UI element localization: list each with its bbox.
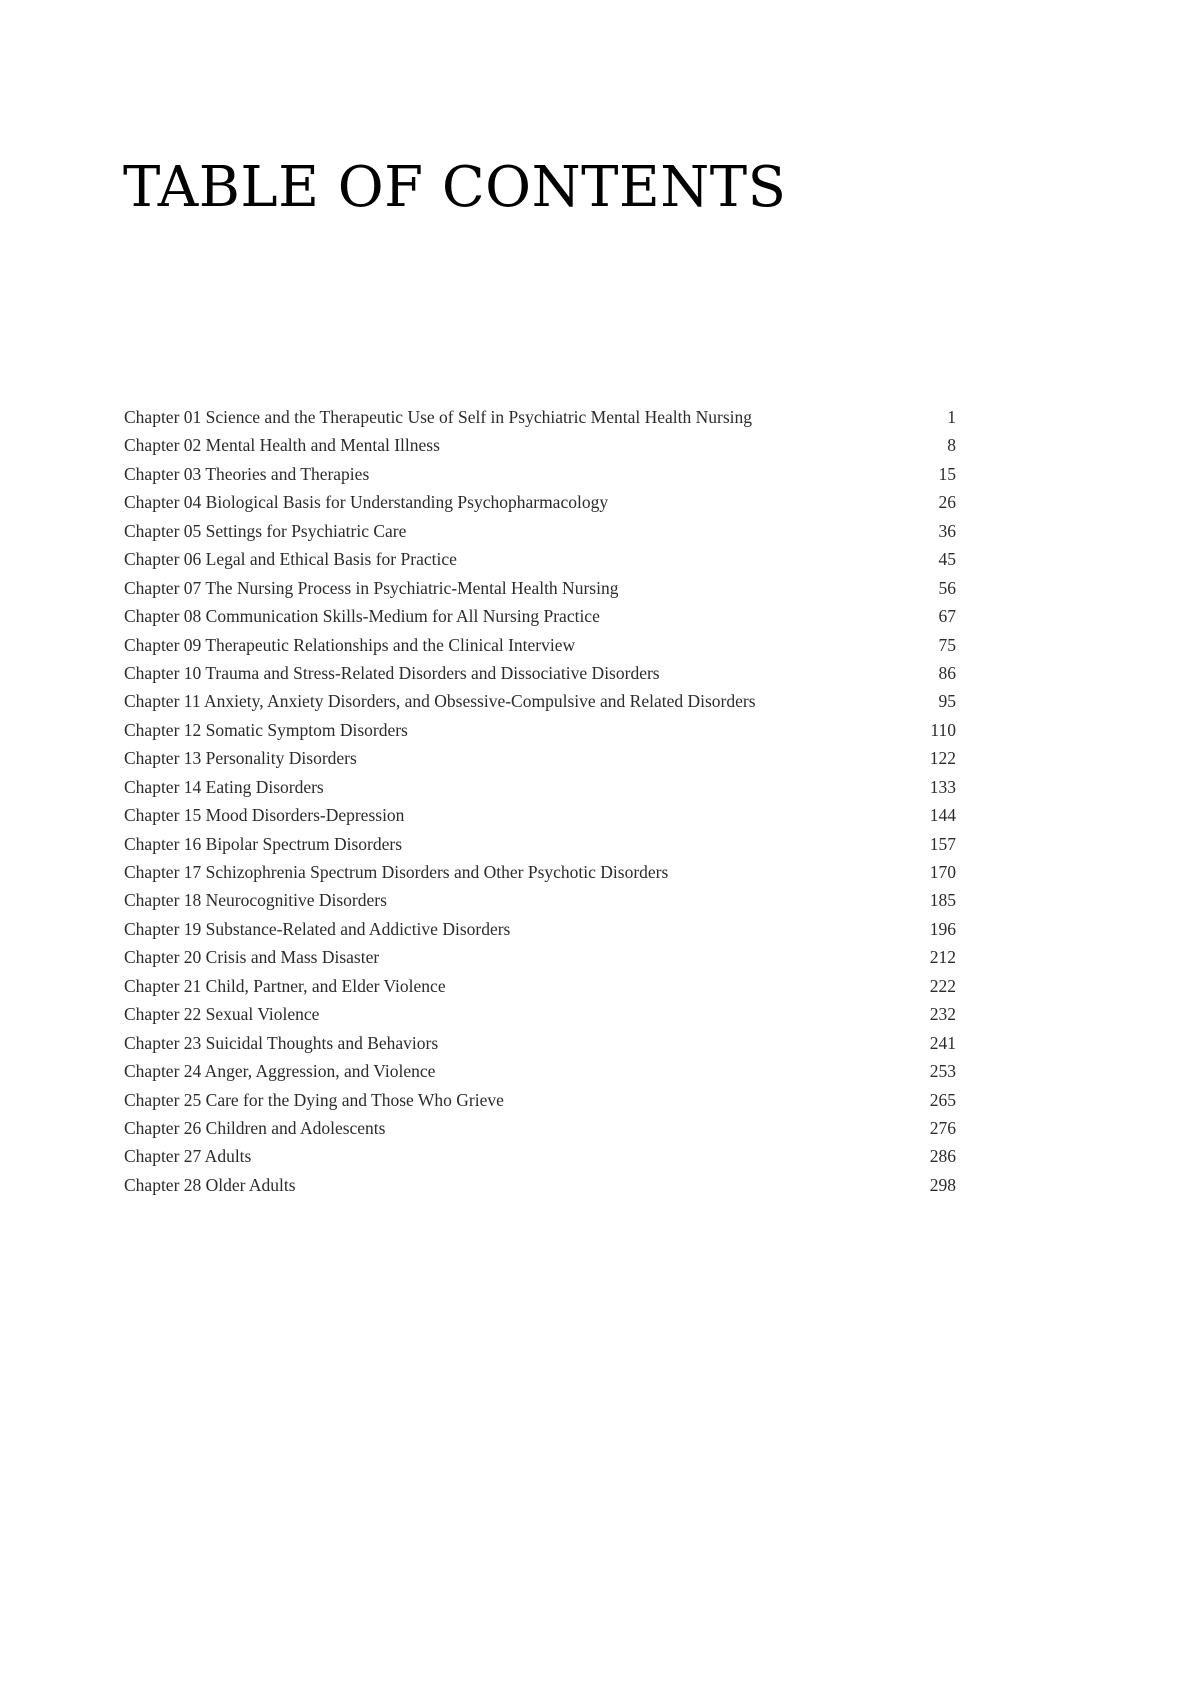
toc-entry [124, 1057, 956, 1085]
toc-entry-page-number: 286 [929, 1146, 956, 1167]
page-title: TABLE OF CONTENTS [123, 155, 787, 220]
toc-entry-title: Chapter 04 Biological Basis for Understanding Psychopharmacology [124, 492, 609, 513]
toc-entry-page-number: 133 [929, 776, 956, 797]
toc-entry-title: Chapter 08 Communication Skills-Medium for All Nursing Practice [124, 606, 600, 627]
toc-entry [124, 801, 956, 829]
toc-entry [124, 886, 956, 914]
toc-entry-page-number: 241 [929, 1032, 956, 1053]
toc-entry [124, 1086, 956, 1114]
toc-entry [124, 431, 956, 459]
toc-entry-page-number: 185 [929, 890, 956, 911]
toc-entry-page-number: 265 [929, 1089, 956, 1110]
toc-entry-page-number: 45 [938, 549, 956, 570]
toc-entry [124, 716, 956, 744]
toc-entry-title: Chapter 21 Child, Partner, and Elder Violence [124, 975, 446, 996]
toc-entry [124, 687, 956, 715]
toc-entry-title: Chapter 11 Anxiety, Anxiety Disorders, and Obsessive-Compulsive and Related Disorders [124, 691, 756, 712]
toc-entry-page-number: 232 [929, 1004, 956, 1025]
toc-entry [124, 1000, 956, 1028]
toc-entry-title: Chapter 22 Sexual Violence [124, 1004, 320, 1025]
toc-entry [124, 858, 956, 886]
toc-entry-page-number: 1 [947, 407, 956, 427]
toc-entry-title: Chapter 07 The Nursing Process in Psychiatric-Mental Health Nursing [124, 577, 619, 598]
toc-entry-title: Chapter 02 Mental Health and Mental Illness [124, 435, 440, 456]
toc-entry-page-number: 36 [938, 520, 956, 541]
toc-entry-page-number: 15 [938, 463, 956, 484]
toc-entry-title: Chapter 06 Legal and Ethical Basis for Practice [124, 549, 457, 570]
toc-entry [124, 517, 956, 545]
toc-entry [124, 1114, 956, 1142]
toc-entry-title: Chapter 10 Trauma and Stress-Related Disorders and Dissociative Disorders [124, 662, 660, 683]
toc-entry-title: Chapter 12 Somatic Symptom Disorders [124, 719, 408, 740]
toc-entry-page-number: 222 [929, 975, 956, 996]
toc-entry-page-number: 298 [929, 1174, 956, 1195]
toc-entry-title: Chapter 24 Anger, Aggression, and Violence [124, 1061, 436, 1082]
toc-entry-page-number: 144 [929, 805, 956, 826]
toc-entry [124, 602, 956, 630]
toc-entry [124, 631, 956, 659]
toc-entry-page-number: 56 [938, 577, 956, 598]
toc-entry-title: Chapter 13 Personality Disorders [124, 748, 357, 769]
toc-entry-title: Chapter 09 Therapeutic Relationships and the Clinical Interview [124, 634, 576, 655]
toc-entry-title: Chapter 03 Theories and Therapies [124, 463, 370, 484]
toc-entry-title: Chapter 16 Bipolar Spectrum Disorders [124, 833, 403, 854]
toc-entry-title: Chapter 26 Children and Adolescents [124, 1117, 386, 1138]
toc-entry-page-number: 95 [938, 691, 956, 712]
toc-entry [124, 773, 956, 801]
toc-entry [124, 1029, 956, 1057]
toc-entry-title: Chapter 17 Schizophrenia Spectrum Disorders and Other Psychotic Disorders [124, 862, 669, 882]
toc-entry-page-number: 26 [938, 492, 956, 513]
toc-entry [124, 545, 956, 573]
toc-entry-title: Chapter 05 Settings for Psychiatric Care [124, 520, 407, 541]
toc-entry [124, 1142, 956, 1170]
toc-entry [124, 744, 956, 772]
toc-entry-title: Chapter 15 Mood Disorders-Depression [124, 805, 405, 826]
toc-entry-title: Chapter 14 Eating Disorders [124, 776, 324, 797]
toc-entry [124, 1171, 956, 1199]
toc-entry-page-number: 122 [929, 748, 956, 769]
toc-entry-title: Chapter 28 Older Adults [124, 1174, 296, 1195]
toc-entry-title: Chapter 01 Science and the Therapeutic Use of Self in Psychiatric Mental Health Nursing [124, 407, 753, 427]
toc-entry-title: Chapter 19 Substance-Related and Addictive Disorders [124, 918, 511, 939]
toc-entry-title: Chapter 20 Crisis and Mass Disaster [124, 947, 380, 968]
toc-entry [124, 830, 956, 858]
toc-entry-page-number: 157 [929, 833, 956, 854]
toc-entry [124, 574, 956, 602]
toc-entry-page-number: 170 [929, 862, 956, 882]
toc-entry [124, 972, 956, 1000]
toc-entry [124, 943, 956, 971]
toc-entry [124, 488, 956, 516]
toc-entry [124, 460, 956, 488]
toc-entry-title: Chapter 27 Adults [124, 1146, 252, 1167]
toc-entry-page-number: 86 [938, 662, 956, 683]
toc-entry-page-number: 67 [938, 606, 956, 627]
toc-entry-page-number: 276 [929, 1117, 956, 1138]
toc-entry-page-number: 110 [930, 719, 956, 740]
toc-entry-page-number: 196 [929, 918, 956, 939]
toc-entry-page-number: 212 [929, 947, 956, 968]
toc-entry-title: Chapter 23 Suicidal Thoughts and Behaviors [124, 1032, 439, 1053]
toc-entry [124, 659, 956, 687]
toc-entry-title: Chapter 18 Neurocognitive Disorders [124, 890, 387, 911]
toc-entry [124, 403, 956, 431]
toc-entry-title: Chapter 25 Care for the Dying and Those Who Grieve [124, 1089, 504, 1110]
toc-entry [124, 915, 956, 943]
table-of-contents-list [124, 403, 956, 1199]
toc-entry-page-number: 8 [947, 435, 956, 456]
toc-entry-page-number: 253 [929, 1061, 956, 1082]
toc-entry-page-number: 75 [938, 634, 956, 655]
